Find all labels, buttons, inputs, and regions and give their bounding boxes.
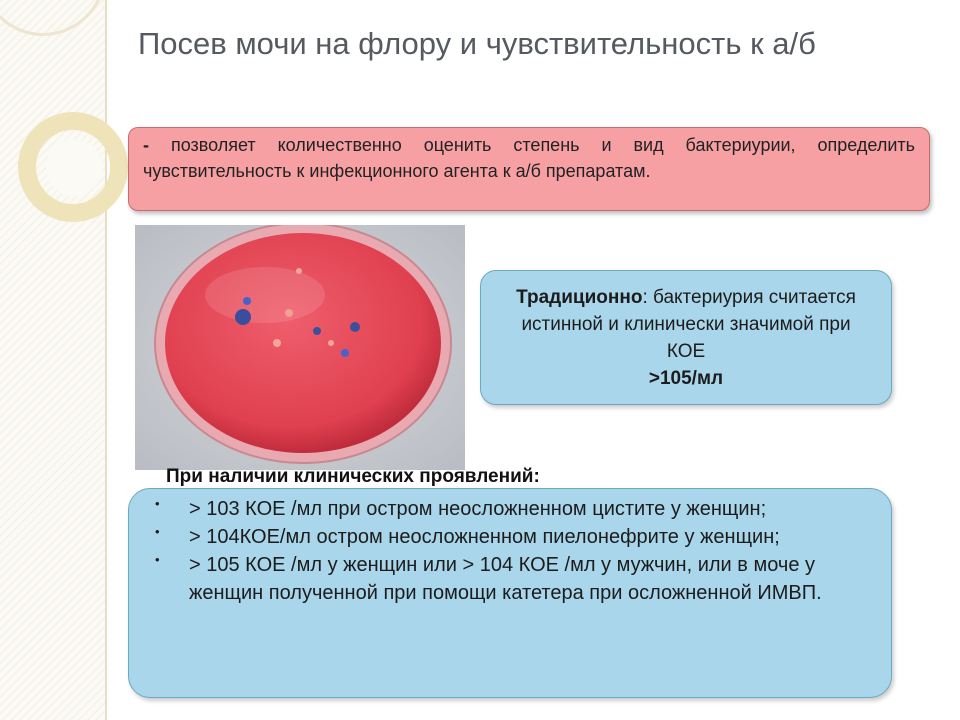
- clinical-criteria-callout: [128, 488, 892, 698]
- blue-colony: [341, 349, 349, 357]
- clinical-criteria-list: [157, 495, 873, 607]
- blue-colony: [313, 327, 321, 335]
- traditional-body: : бактериурия считается истинной и клинически значимой при КОЕ: [521, 286, 856, 362]
- pale-colony: [285, 309, 293, 317]
- blue-colony: [350, 322, 360, 332]
- petri-dish-illustration: [135, 225, 465, 470]
- traditional-criteria-text: [501, 284, 871, 392]
- slide-title: Посев мочи на флору и чувствительность к а/б: [138, 26, 816, 61]
- traditional-label: Традиционно: [516, 286, 643, 308]
- pale-colony: [273, 339, 281, 347]
- list-item: • > 105 КОЕ /мл у женщин или > 104 КОЕ /мл у мужчин, или в моче у женщин полученной при помощи катетера при осложненной ИМВП.: [157, 551, 873, 607]
- list-item: • > 103 КОЕ /мл при остром неосложненном цистите у женщин;: [157, 495, 873, 523]
- intro-callout: [128, 127, 930, 211]
- decorative-side-strip: [0, 0, 105, 720]
- pale-colony: [328, 340, 334, 346]
- petri-dish-photo: [135, 225, 465, 470]
- intro-dash: -: [143, 135, 171, 155]
- blue-colony: [235, 309, 251, 325]
- decorative-ring-inner: [46, 140, 102, 196]
- clinical-heading: При наличии клинических проявлений:: [166, 466, 540, 487]
- blue-colony: [243, 297, 251, 305]
- traditional-criteria-callout: [480, 270, 892, 405]
- list-item: • > 104КОЕ/мл остром неосложненном пиелонефрите у женщин;: [157, 523, 873, 551]
- traditional-threshold: >105/мл: [648, 367, 724, 389]
- intro-text: позволяет количественно оценить степень и вид бактериурии, определить чувствительность к инфекционного агента к а/б препаратам.: [143, 135, 915, 181]
- pale-colony: [296, 268, 302, 274]
- strip-edge-line: [105, 0, 107, 720]
